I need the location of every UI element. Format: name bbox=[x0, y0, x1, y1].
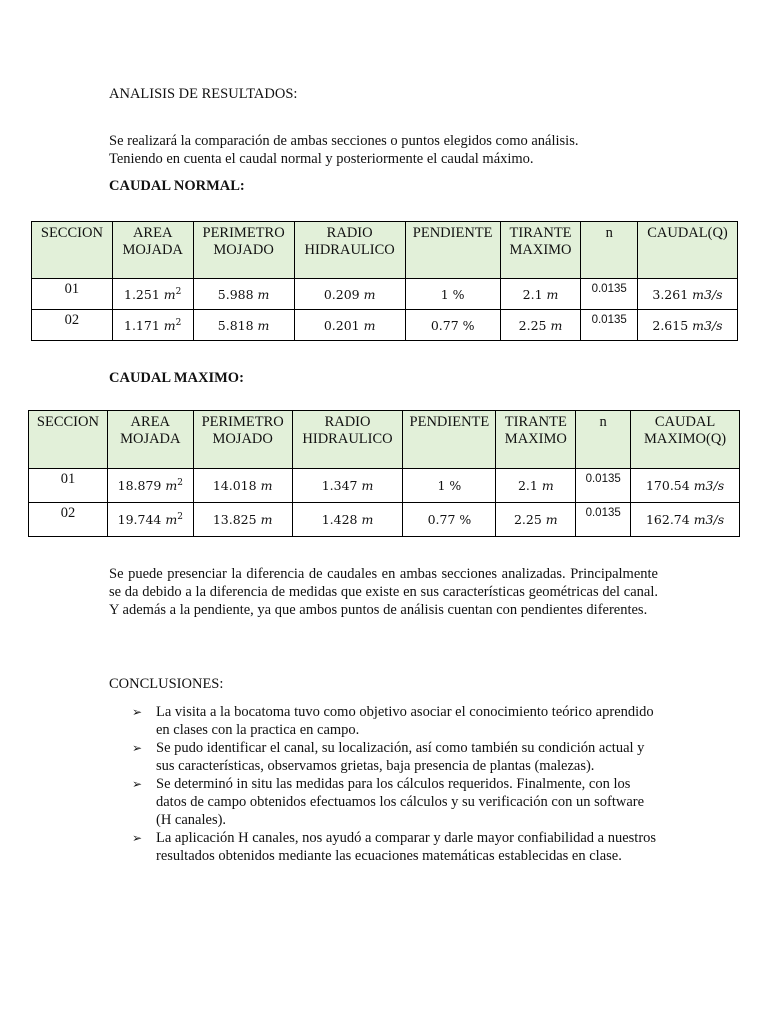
header-perimetro: PERIMETRO MOJADO bbox=[193, 222, 294, 279]
header-seccion: SECCION bbox=[29, 411, 108, 469]
cell-n: 0.0135 bbox=[576, 469, 631, 503]
cell-radio: 1.428 m bbox=[292, 503, 403, 537]
cell-n: 0.0135 bbox=[576, 503, 631, 537]
intro-line-1: Se realizará la comparación de ambas secciones o puntos elegidos como análisis. bbox=[109, 133, 579, 149]
header-tirante: TIRANTE MAXIMO bbox=[496, 411, 576, 469]
cell-tirante: 2.25 m bbox=[500, 310, 581, 341]
cell-seccion: 02 bbox=[29, 503, 108, 537]
cell-tirante: 2.1 m bbox=[496, 469, 576, 503]
cell-n: 0.0135 bbox=[581, 279, 638, 310]
table-header-row bbox=[32, 222, 738, 279]
cell-area: 1.171 $m^2$ bbox=[112, 310, 193, 341]
analysis-heading: ANALISIS DE RESULTADOS: bbox=[109, 86, 298, 102]
conclusions-heading: CONCLUSIONES: bbox=[109, 676, 224, 692]
table-row bbox=[29, 503, 740, 537]
table-row bbox=[32, 279, 738, 310]
arrow-bullet-icon: ➢ bbox=[132, 741, 143, 755]
intro-line-2: Teniendo en cuenta el caudal normal y posteriormente el caudal máximo. bbox=[109, 151, 534, 167]
cell-area: 19.744 $m^2$ bbox=[107, 503, 193, 537]
table-row bbox=[29, 469, 740, 503]
header-pendiente: PENDIENTE bbox=[403, 411, 496, 469]
cell-caudal: 170.54 m3/s bbox=[631, 469, 740, 503]
max-flow-table bbox=[28, 410, 740, 537]
header-tirante: TIRANTE MAXIMO bbox=[500, 222, 581, 279]
header-caudal: CAUDAL(Q) bbox=[637, 222, 737, 279]
cell-seccion: 01 bbox=[32, 279, 113, 310]
cell-radio: 1.347 m bbox=[292, 469, 403, 503]
table-row bbox=[32, 310, 738, 341]
header-area: AREA MOJADA bbox=[112, 222, 193, 279]
cell-tirante: 2.25 m bbox=[496, 503, 576, 537]
cell-perimetro: 5.988 m bbox=[193, 279, 294, 310]
cell-pendiente: 1 % bbox=[403, 469, 496, 503]
header-caudal: CAUDAL MAXIMO(Q) bbox=[631, 411, 740, 469]
list-item: ➢ Se determinó in situ las medidas para los cálculos requeridos. Finalmente, con los datos de campo obtenidos efectuamos los cálculos y su verificación con un software (H canales). bbox=[132, 776, 645, 828]
cell-radio: 0.209 m bbox=[294, 279, 405, 310]
cell-perimetro: 5.818 m bbox=[193, 310, 294, 341]
header-pendiente: PENDIENTE bbox=[405, 222, 500, 279]
header-perimetro: PERIMETRO MOJADO bbox=[193, 411, 292, 469]
header-n: n bbox=[581, 222, 638, 279]
header-radio: RADIO HIDRAULICO bbox=[292, 411, 403, 469]
normal-flow-title: CAUDAL NORMAL: bbox=[109, 178, 245, 194]
cell-caudal: 2.615 m3/s bbox=[637, 310, 737, 341]
cell-caudal: 162.74 m3/s bbox=[631, 503, 740, 537]
cell-perimetro: 14.018 m bbox=[193, 469, 292, 503]
conclusions-list bbox=[130, 703, 660, 865]
cell-pendiente: 1 % bbox=[405, 279, 500, 310]
cell-caudal: 3.261 m3/s bbox=[637, 279, 737, 310]
cell-pendiente: 0.77 % bbox=[405, 310, 500, 341]
arrow-bullet-icon: ➢ bbox=[132, 831, 143, 845]
header-radio: RADIO HIDRAULICO bbox=[294, 222, 405, 279]
cell-radio: 0.201 m bbox=[294, 310, 405, 341]
analysis-paragraph: Se puede presenciar la diferencia de caudales en ambas secciones analizadas. Principalmente se da debido a la diferencia de medidas que existe en sus características geométricas del canal. Y además a la pendiente, ya que ambos puntos de análisis cuentan con pendientes diferentes. bbox=[109, 566, 658, 618]
max-flow-title: CAUDAL MAXIMO: bbox=[109, 370, 244, 386]
cell-tirante: 2.1 m bbox=[500, 279, 581, 310]
cell-perimetro: 13.825 m bbox=[193, 503, 292, 537]
list-item: ➢ La visita a la bocatoma tuvo como objetivo asociar el conocimiento teórico aprendido en clases con la practica en campo. bbox=[132, 704, 654, 738]
arrow-bullet-icon: ➢ bbox=[132, 777, 143, 791]
cell-n: 0.0135 bbox=[581, 310, 638, 341]
table-header-row bbox=[29, 411, 740, 469]
list-item: ➢ La aplicación H canales, nos ayudó a comparar y darle mayor confiabilidad a nuestros resultados obtenidos mediante las ecuaciones matemáticas establecidas en clase. bbox=[132, 830, 657, 864]
cell-area: 18.879 $m^2$ bbox=[107, 469, 193, 503]
normal-flow-table bbox=[31, 221, 738, 341]
list-item: ➢ Se pudo identificar el canal, su localización, así como también su condición actual y sus características, observamos grietas, baja presencia de plantas (malezas). bbox=[132, 740, 645, 774]
header-area: AREA MOJADA bbox=[107, 411, 193, 469]
cell-seccion: 01 bbox=[29, 469, 108, 503]
header-seccion: SECCION bbox=[32, 222, 113, 279]
cell-pendiente: 0.77 % bbox=[403, 503, 496, 537]
cell-area: 1.251 $m^2$ bbox=[112, 279, 193, 310]
cell-seccion: 02 bbox=[32, 310, 113, 341]
arrow-bullet-icon: ➢ bbox=[132, 705, 143, 719]
header-n: n bbox=[576, 411, 631, 469]
